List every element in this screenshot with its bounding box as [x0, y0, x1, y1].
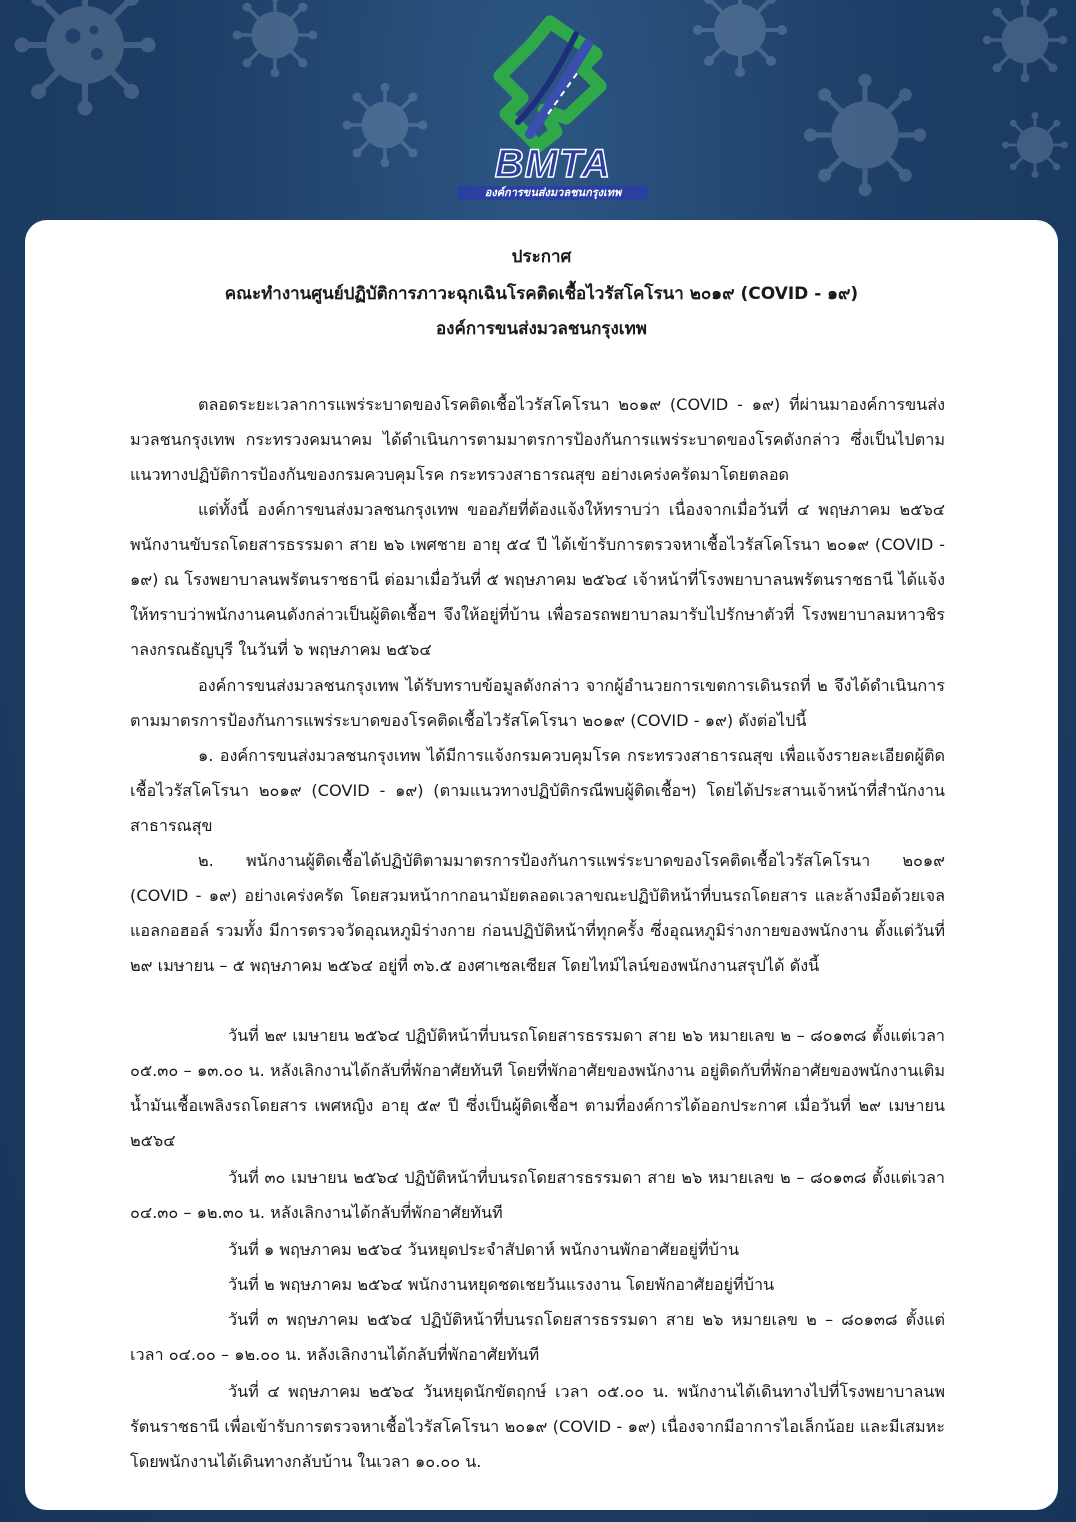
timeline-may-1: วันที่ ๑ พฤษภาคม ๒๕๖๔ วันหยุดประจำสัปดาห์ พนักงานพักอาศัยอยู่ที่บ้าน	[228, 1240, 740, 1259]
announcement-organization: องค์การขนส่งมวลชนกรุงเทพ	[435, 319, 648, 339]
virus-icon	[230, 0, 320, 80]
paragraph-item-2: ๒. พนักงานผู้ติดเชื้อได้ปฏิบัติตามมาตรการป้องกันการแพร่ระบาดของโรคติดเชื้อไวรัสโคโรนา ๒๐๑๙ (COVID - ๑๙) อย่างเคร่งครัด โดยสวมหน้ากากอนามัยตลอดเวลาขณะปฏิบัติหน้าที่บนรถโดยสาร และล้างมือด้วยเจลแอลกอฮอล์ รวมทั้ง มีการตรวจวัดอุณหภูมิร่างกาย ก่อนปฏิบัติหน้าที่ทุกครั้ง ซึ่งอุณหภูมิร่างกายของพนักงาน ตั้งแต่วันที่ ๒๙ เมษายน – ๕ พฤษภาคม ๒๕๖๔ อยู่ที่ ๓๖.๕ องศาเซลเซียส โดยไทม์ไลน์ของพนักงานสรุปได้ ดังนี้	[130, 851, 945, 975]
timeline-may-4: วันที่ ๔ พฤษภาคม ๒๕๖๔ วันหยุดนักขัตฤกษ์ เวลา ๐๕.๐๐ น. พนักงานได้เดินทางไปที่โรงพยาบาลนพรัตนราชธานี เพื่อเข้ารับการตรวจหาเชื้อไวรัสโคโรนา ๒๐๑๙ (COVID - ๑๙) เนื่องจากมีอาการไอเล็กน้อย และมีเสมหะ โดยพนักงานได้เดินทางกลับบ้าน ในเวลา ๑๐.๐๐ น.	[130, 1382, 945, 1471]
timeline-apr-30: วันที่ ๓๐ เมษายน ๒๕๖๔ ปฏิบัติหน้าที่บนรถโดยสารธรรมดา สาย ๒๖ หมายเลข ๒ – ๘๐๑๓๘ ตั้งแต่เวลา ๐๔.๓๐ – ๑๒.๓๐ น. หลังเลิกงานได้กลับที่พักอาศัยทันที	[130, 1168, 945, 1222]
virus-icon	[980, 0, 1070, 85]
timeline-may-3: วันที่ ๓ พฤษภาคม ๒๕๖๔ ปฏิบัติหน้าที่บนรถโดยสารธรรมดา สาย ๒๖ หมายเลข ๒ – ๘๐๑๓๘ ตั้งแต่เวลา ๐๔.๐๐ – ๑๒.๐๐ น. หลังเลิกงานได้กลับที่พักอาศัยทันที	[130, 1310, 945, 1364]
timeline-may-2: วันที่ ๒ พฤษภาคม ๒๕๖๔ พนักงานหยุดชดเชยวันแรงงาน โดยพักอาศัยอยู่ที่บ้าน	[228, 1275, 775, 1294]
logo-acronym: BMTA	[494, 142, 612, 186]
paragraph-intro: ตลอดระยะเวลาการแพร่ระบาดของโรคติดเชื้อไวรัสโคโรนา ๒๐๑๙ (COVID - ๑๙) ที่ผ่านมาองค์การขนส่งมวลชนกรุงเทพ กระทรวงคมนาคม ได้ดำเนินการตามมาตรการป้องกันการแพร่ระบาดของโรคดังกล่าว ซึ่งเป็นไปตามแนวทางปฏิบัติการป้องกันของกรมควบคุมโรค กระทรวงสาธารณสุข อย่างเคร่งครัดมาโดยตลอด	[130, 395, 945, 484]
announcement-title: ประกาศ	[511, 247, 572, 267]
virus-icon	[1000, 110, 1070, 180]
virus-icon	[800, 70, 930, 200]
virus-icon	[690, 0, 790, 80]
paragraph-action: องค์การขนส่งมวลชนกรุงเทพ ได้รับทราบข้อมูลดังกล่าว จากผู้อำนวยการเขตการเดินรถที่ ๒ จึงได้ดำเนินการตามมาตรการป้องกันการแพร่ระบาดของโรคติดเชื้อไวรัสโคโรนา ๒๐๑๙ (COVID - ๑๙) ดังต่อไปนี้	[130, 676, 945, 730]
virus-icon	[340, 80, 430, 170]
bmta-logo	[478, 14, 628, 204]
announcement-subtitle: คณะทำงานศูนย์ปฏิบัติการภาวะฉุกเฉินโรคติดเชื้อไวรัสโคโรนา ๒๐๑๙ (COVID - ๑๙)	[224, 284, 859, 304]
paragraph-case: แต่ทั้งนี้ องค์การขนส่งมวลชนกรุงเทพ ขออภัยที่ต้องแจ้งให้ทราบว่า เนื่องจากเมื่อวันที่ ๔ พฤษภาคม ๒๕๖๔ พนักงานขับรถโดยสารธรรมดา สาย ๒๖ เพศชาย อายุ ๕๔ ปี ได้เข้ารับการตรวจหาเชื้อไวรัสโคโรนา ๒๐๑๙ (COVID - ๑๙) ณ โรงพยาบาลนพรัตนราชธานี ต่อมาเมื่อวันที่ ๕ พฤษภาคม ๒๕๖๔ เจ้าหน้าที่โรงพยาบาลนพรัตนราชธานี ได้แจ้งให้ทราบว่าพนักงานคนดังกล่าวเป็นผู้ติดเชื้อฯ จึงให้อยู่ที่บ้าน เพื่อรอรถพยาบาลมารับไปรักษาตัวที่ โรงพยาบาลมหาวชิราลงกรณธัญบุรี ในวันที่ ๖ พฤษภาคม ๒๕๖๔	[130, 500, 945, 659]
paragraph-item-1: ๑. องค์การขนส่งมวลชนกรุงเทพ ได้มีการแจ้งกรมควบคุมโรค กระทรวงสาธารณสุข เพื่อแจ้งรายละเอียดผู้ติดเชื้อไวรัสโคโรนา ๒๐๑๙ (COVID - ๑๙) (ตามแนวทางปฏิบัติกรณีพบผู้ติดเชื้อฯ) โดยได้ประสานเจ้าหน้าที่สำนักงานสาธารณสุข	[130, 746, 945, 835]
logo-subtitle: องค์การขนส่งมวลชนกรุงเทพ	[458, 186, 648, 200]
virus-icon	[10, 0, 160, 120]
timeline-apr-29: วันที่ ๒๙ เมษายน ๒๕๖๔ ปฏิบัติหน้าที่บนรถโดยสารธรรมดา สาย ๒๖ หมายเลข ๒ – ๘๐๑๓๘ ตั้งแต่เวลา ๐๕.๓๐ – ๑๓.๐๐ น. หลังเลิกงานได้กลับที่พักอาศัยทันที โดยที่พักอาศัยของพนักงาน อยู่ติดกับที่พักอาศัยของพนักงานเติมน้ำมันเชื้อเพลิงรถโดยสาร เพศหญิง อายุ ๕๙ ปี ซึ่งเป็นผู้ติดเชื้อฯ ตามที่องค์การได้ออกประกาศ เมื่อวันที่ ๒๙ เมษายน ๒๕๖๔	[130, 1026, 945, 1150]
